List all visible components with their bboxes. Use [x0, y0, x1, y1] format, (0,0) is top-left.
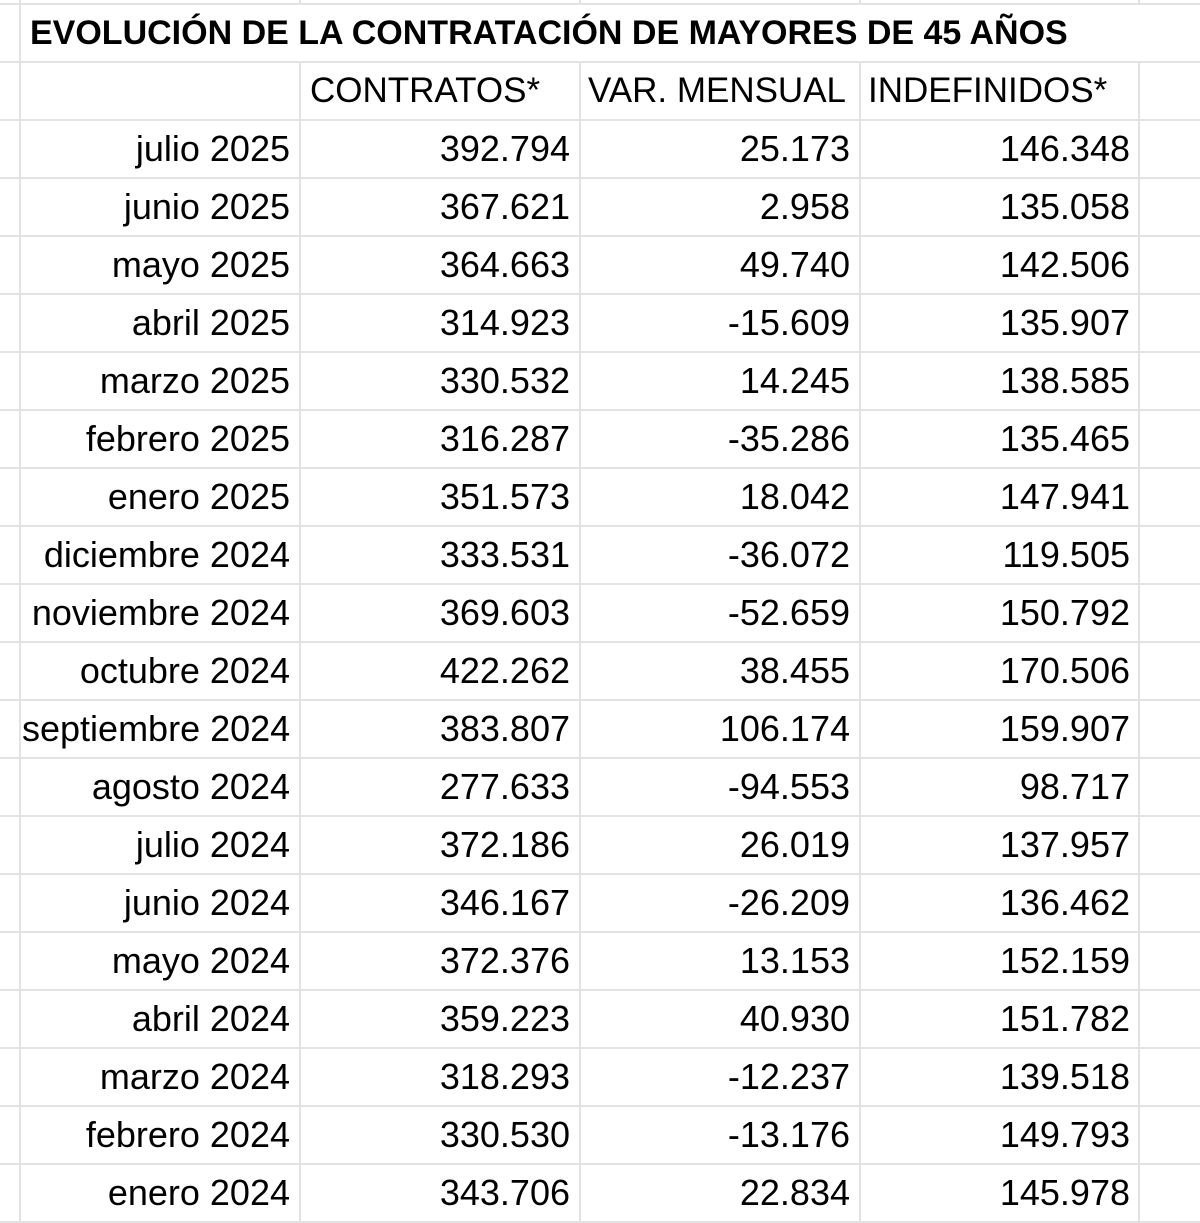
cell-contratos-value: 277.633 [439, 766, 570, 807]
cell-var-mensual[interactable] [580, 178, 860, 236]
cell-contratos-value: 367.621 [439, 186, 570, 227]
cell-indefinidos-value: 145.978 [999, 1172, 1130, 1213]
cell-contratos[interactable] [300, 120, 580, 178]
row-gridline [0, 873, 1200, 875]
cell-month[interactable] [22, 120, 300, 178]
cell-contratos-value: 346.167 [439, 882, 570, 923]
cell-var-mensual[interactable] [580, 642, 860, 700]
cell-month[interactable] [22, 642, 300, 700]
cell-var-mensual-value: 106.174 [719, 708, 850, 749]
cell-contratos[interactable] [300, 1106, 580, 1164]
cell-month-value: junio 2024 [123, 882, 290, 923]
cell-contratos-value: 318.293 [439, 1056, 570, 1097]
cell-indefinidos-value: 151.782 [999, 998, 1130, 1039]
cell-indefinidos[interactable] [860, 758, 1140, 816]
cell-var-mensual[interactable] [580, 700, 860, 758]
cell-contratos-value: 314.923 [439, 302, 570, 343]
cell-contratos-value: 369.603 [439, 592, 570, 633]
cell-indefinidos[interactable] [860, 1164, 1140, 1222]
cell-var-mensual-value: 25.173 [739, 128, 850, 169]
cell-month[interactable] [22, 932, 300, 990]
cell-contratos[interactable] [300, 1164, 580, 1222]
cell-month[interactable] [22, 700, 300, 758]
cell-month[interactable] [22, 1106, 300, 1164]
column-gridline [579, 0, 581, 1221]
cell-indefinidos[interactable] [860, 1106, 1140, 1164]
cell-indefinidos-value: 135.465 [999, 418, 1130, 459]
cell-indefinidos[interactable] [860, 874, 1140, 932]
cell-var-mensual-value: -12.237 [727, 1056, 850, 1097]
cell-indefinidos[interactable] [860, 816, 1140, 874]
cell-contratos-value: 351.573 [439, 476, 570, 517]
cell-contratos[interactable] [300, 990, 580, 1048]
cell-var-mensual[interactable] [580, 758, 860, 816]
header-var-mensual-label: VAR. MENSUAL [588, 71, 847, 110]
cell-var-mensual-value: 14.245 [739, 360, 850, 401]
cell-contratos-value: 330.532 [439, 360, 570, 401]
cell-indefinidos[interactable] [860, 1048, 1140, 1106]
cell-month-value: febrero 2024 [85, 1114, 290, 1155]
cell-month-value: julio 2024 [135, 824, 290, 865]
cell-var-mensual[interactable] [580, 816, 860, 874]
row-gridline [0, 1105, 1200, 1107]
row-gridline [0, 1047, 1200, 1049]
cell-var-mensual-value: -94.553 [727, 766, 850, 807]
cell-indefinidos-value: 139.518 [999, 1056, 1130, 1097]
row-gridline [0, 235, 1200, 237]
cell-contratos-value: 316.287 [439, 418, 570, 459]
header-cell-month[interactable] [22, 62, 300, 120]
cell-month[interactable] [22, 874, 300, 932]
cell-indefinidos[interactable] [860, 178, 1140, 236]
cell-var-mensual-value: 40.930 [739, 998, 850, 1039]
cell-month[interactable] [22, 758, 300, 816]
row-gridline [0, 815, 1200, 817]
cell-var-mensual-value: -26.209 [727, 882, 850, 923]
table-title: EVOLUCIÓN DE LA CONTRATACIÓN DE MAYORES DE 45 AÑOS [30, 14, 1068, 52]
cell-indefinidos[interactable] [860, 526, 1140, 584]
row-gridline [0, 467, 1200, 469]
cell-var-mensual-value: 2.958 [759, 186, 850, 227]
cell-contratos[interactable] [300, 932, 580, 990]
cell-indefinidos[interactable] [860, 352, 1140, 410]
cell-month[interactable] [22, 1164, 300, 1222]
cell-indefinidos-value: 119.505 [1002, 534, 1130, 575]
row-gridline [0, 1163, 1200, 1165]
cell-month[interactable] [22, 816, 300, 874]
column-gridline [1138, 0, 1140, 1221]
cell-indefinidos-value: 135.058 [999, 186, 1130, 227]
cell-var-mensual-value: -15.609 [727, 302, 850, 343]
cell-indefinidos-value: 136.462 [999, 882, 1130, 923]
cell-contratos-value: 359.223 [439, 998, 570, 1039]
cell-contratos[interactable] [300, 700, 580, 758]
cell-month-value: octubre 2024 [79, 650, 290, 691]
cell-var-mensual-value: -52.659 [727, 592, 850, 633]
cell-month[interactable] [22, 1048, 300, 1106]
cell-var-mensual-value: 38.455 [739, 650, 850, 691]
cell-month-value: mayo 2025 [111, 244, 290, 285]
cell-month-value: septiembre 2024 [22, 708, 291, 749]
cell-month[interactable] [22, 410, 300, 468]
cell-month-value: marzo 2025 [99, 360, 290, 401]
cell-contratos[interactable] [300, 642, 580, 700]
row-gridline [0, 699, 1200, 701]
cell-indefinidos[interactable] [860, 584, 1140, 642]
cell-var-mensual[interactable] [580, 990, 860, 1048]
column-gridline [859, 0, 861, 1221]
cell-var-mensual-value: -36.072 [727, 534, 850, 575]
cell-month[interactable] [22, 526, 300, 584]
row-gridline [0, 583, 1200, 585]
cell-month-value: junio 2025 [123, 186, 290, 227]
cell-month-value: enero 2024 [107, 1172, 290, 1213]
cell-month[interactable] [22, 584, 300, 642]
cell-indefinidos-value: 138.585 [999, 360, 1130, 401]
cell-contratos-value: 372.376 [439, 940, 570, 981]
cell-indefinidos[interactable] [860, 120, 1140, 178]
row-gridline [0, 177, 1200, 179]
header-contratos-label: CONTRATOS* [310, 71, 541, 110]
cell-var-mensual[interactable] [580, 584, 860, 642]
cell-contratos-value: 392.794 [439, 128, 570, 169]
cell-contratos-value: 383.807 [439, 708, 570, 749]
cell-indefinidos-value: 142.506 [999, 244, 1130, 285]
row-gridline [0, 293, 1200, 295]
cell-month-value: febrero 2025 [85, 418, 290, 459]
cell-indefinidos-value: 159.907 [999, 708, 1130, 749]
cell-indefinidos-value: 150.792 [999, 592, 1130, 633]
cell-contratos-value: 422.262 [439, 650, 570, 691]
row-gridline [0, 641, 1200, 643]
row-gridline [0, 989, 1200, 991]
row-gridline [0, 757, 1200, 759]
cell-indefinidos-value: 146.348 [999, 128, 1130, 169]
cell-indefinidos[interactable] [860, 700, 1140, 758]
cell-contratos-value: 330.530 [439, 1114, 570, 1155]
cell-month-value: abril 2025 [131, 302, 290, 343]
header-cell-indefinidos[interactable] [860, 62, 1140, 120]
column-gridline [19, 0, 21, 1221]
cell-indefinidos[interactable] [860, 642, 1140, 700]
cell-indefinidos[interactable] [860, 468, 1140, 526]
cell-var-mensual-value: 26.019 [739, 824, 850, 865]
cell-month-value: enero 2025 [107, 476, 290, 517]
cell-month-value: abril 2024 [131, 998, 290, 1039]
cell-month-value: marzo 2024 [99, 1056, 290, 1097]
cell-indefinidos[interactable] [860, 990, 1140, 1048]
cell-indefinidos-value: 170.506 [999, 650, 1130, 691]
cell-var-mensual[interactable] [580, 1048, 860, 1106]
cell-contratos[interactable] [300, 526, 580, 584]
header-cell-contratos[interactable] [300, 62, 580, 120]
cell-indefinidos[interactable] [860, 294, 1140, 352]
cell-month[interactable] [22, 990, 300, 1048]
cell-indefinidos[interactable] [860, 410, 1140, 468]
cell-indefinidos[interactable] [860, 932, 1140, 990]
cell-contratos-value: 343.706 [439, 1172, 570, 1213]
row-gridline [0, 931, 1200, 933]
cell-contratos-value: 364.663 [439, 244, 570, 285]
cell-var-mensual[interactable] [580, 468, 860, 526]
column-gridline [299, 0, 301, 1221]
cell-var-mensual[interactable] [580, 932, 860, 990]
cell-var-mensual-value: 22.834 [739, 1172, 850, 1213]
cell-month[interactable] [22, 294, 300, 352]
cell-month[interactable] [22, 178, 300, 236]
cell-indefinidos-value: 152.159 [999, 940, 1130, 981]
cell-var-mensual-value: -13.176 [727, 1114, 850, 1155]
cell-month-value: noviembre 2024 [31, 592, 290, 633]
cell-var-mensual[interactable] [580, 410, 860, 468]
cell-contratos[interactable] [300, 178, 580, 236]
cell-indefinidos-value: 98.717 [1019, 766, 1130, 807]
cell-indefinidos-value: 135.907 [999, 302, 1130, 343]
cell-contratos-value: 372.186 [439, 824, 570, 865]
cell-contratos[interactable] [300, 352, 580, 410]
cell-var-mensual[interactable] [580, 1164, 860, 1222]
row-gridline [0, 409, 1200, 411]
cell-var-mensual[interactable] [580, 120, 860, 178]
cell-month-value: agosto 2024 [91, 766, 290, 807]
cell-indefinidos[interactable] [860, 236, 1140, 294]
cell-contratos[interactable] [300, 584, 580, 642]
cell-month[interactable] [22, 236, 300, 294]
table-title-cell[interactable] [22, 4, 1200, 62]
cell-var-mensual[interactable] [580, 1106, 860, 1164]
cell-month-value: mayo 2024 [111, 940, 290, 981]
cell-contratos[interactable] [300, 874, 580, 932]
cell-var-mensual-value: 49.740 [739, 244, 850, 285]
cell-var-mensual[interactable] [580, 352, 860, 410]
cell-var-mensual[interactable] [580, 294, 860, 352]
cell-contratos-value: 333.531 [439, 534, 570, 575]
cell-var-mensual-value: 18.042 [739, 476, 850, 517]
cell-var-mensual-value: 13.153 [739, 940, 850, 981]
cell-contratos[interactable] [300, 758, 580, 816]
cell-month[interactable] [22, 468, 300, 526]
header-cell-var-mensual[interactable] [580, 62, 860, 120]
cell-contratos[interactable] [300, 410, 580, 468]
cell-month-value: diciembre 2024 [43, 534, 290, 575]
cell-var-mensual[interactable] [580, 236, 860, 294]
cell-indefinidos-value: 137.957 [999, 824, 1130, 865]
row-gridline [0, 525, 1200, 527]
cell-month[interactable] [22, 352, 300, 410]
cell-indefinidos-value: 149.793 [999, 1114, 1130, 1155]
cell-contratos[interactable] [300, 1048, 580, 1106]
cell-contratos[interactable] [300, 294, 580, 352]
cell-indefinidos-value: 147.941 [999, 476, 1130, 517]
cell-contratos[interactable] [300, 468, 580, 526]
row-gridline [0, 119, 1200, 121]
row-gridline [0, 351, 1200, 353]
cell-contratos[interactable] [300, 816, 580, 874]
cell-var-mensual-value: -35.286 [727, 418, 850, 459]
cell-var-mensual[interactable] [580, 526, 860, 584]
cell-contratos[interactable] [300, 236, 580, 294]
cell-month-value: julio 2025 [135, 128, 290, 169]
cell-var-mensual[interactable] [580, 874, 860, 932]
header-indefinidos-label: INDEFINIDOS* [868, 71, 1108, 110]
